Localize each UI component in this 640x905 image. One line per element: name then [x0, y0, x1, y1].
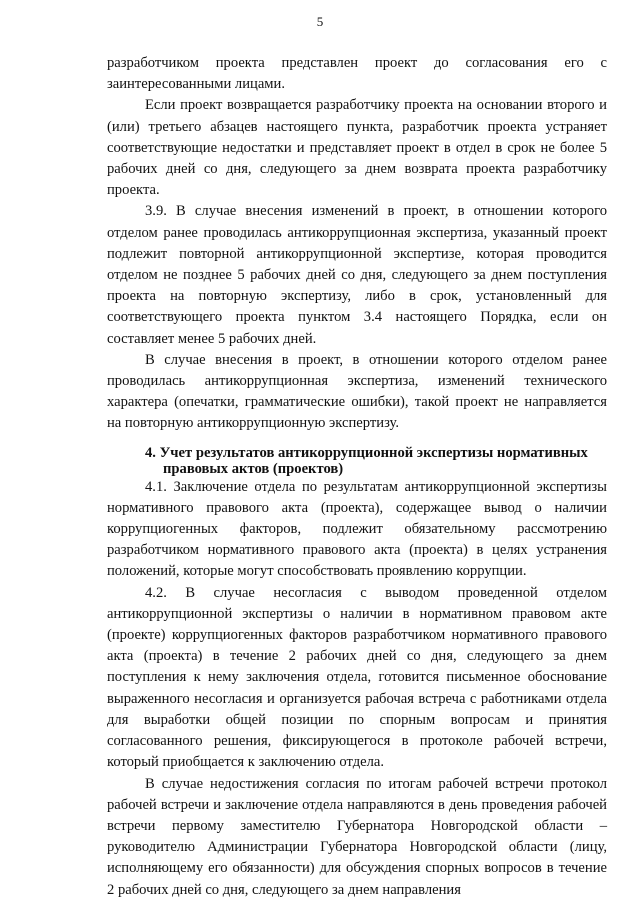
section-heading-line1: 4. Учет результатов антикоррупционной экспертизы нормативных	[145, 444, 588, 461]
page-number: 5	[316, 14, 324, 29]
section-heading-line2: правовых актов (проектов)	[163, 460, 344, 477]
paragraph-4-1: 4.1. Заключение отдела по результатам антикоррупционной экспертизы нормативного правового акта (проекта), содержащее вывод о наличии коррупциогенных факторов, подлежит обязательному рассмотрению разработчиком нормативного правового акта (проекта) в целях устранения положений, которые могут способствовать проявлению коррупции.	[107, 478, 607, 580]
document-body	[107, 53, 607, 901]
paragraph: В случае внесения в проект, в отношении которого отделом ранее проводилась антикоррупционная экспертиза, изменений технического характера (опечатки, грамматические ошибки), такой проект не направляется на повторную антикоррупционную экспертизу.	[107, 351, 607, 432]
section-heading	[107, 445, 607, 477]
paragraph: разработчиком проекта представлен проект до согласования его с заинтересованными лицами.	[107, 55, 607, 93]
paragraph: В случае недостижения согласия по итогам рабочей встречи протокол рабочей встречи и заключение отдела направляются в день проведения рабочей встречи первому заместителю Губернатора Новгородской области – руководителю Администрации Губернатора Новгородской области (лицу, исполняющему его обязанности) для обсуждения спорных вопросов в течение 2 рабочих дней со дня, следующего за днем направления	[107, 775, 607, 898]
paragraph-4-2: 4.2. В случае несогласия с выводом проведенной отделом антикоррупционной экспертизы о наличии в нормативном правовом акте (проекте) коррупциогенных факторов разработчиком нормативного правового акта (проекта) в течение 2 рабочих дней со дня, следующего за днем поступления к нему заключения отдела, готовится письменное обоснование выраженного несогласия и организуется рабочая встреча с работниками отдела для выработки общей позиции по спорным вопросам и принятия согласованного решения, фиксирующегося в протоколе рабочей встречи, который приобщается к заключению отдела.	[107, 584, 607, 771]
paragraph: Если проект возвращается разработчику проекта на основании второго и (или) третьего абзацев настоящего пункта, разработчик проекта устраняет соответствующие недостатки и представляет проект в отдел в срок не более 5 рабочих дней со дня, следующего за днем возврата проекта разработчику проекта.	[107, 97, 607, 199]
paragraph-3-9: 3.9. В случае внесения изменений в проект, в отношении которого отделом ранее проводилась антикоррупционная экспертиза, указанный проект подлежит повторной антикоррупционной экспертизе, которая проводится отделом не позднее 5 рабочих дней со дня, следующего за днем поступления проекта на повторную экспертизу, либо в срок, установленный для соответствующего проекта пунктом 3.4 настоящего Порядка, если он составляет менее 5 рабочих дней.	[107, 203, 607, 347]
